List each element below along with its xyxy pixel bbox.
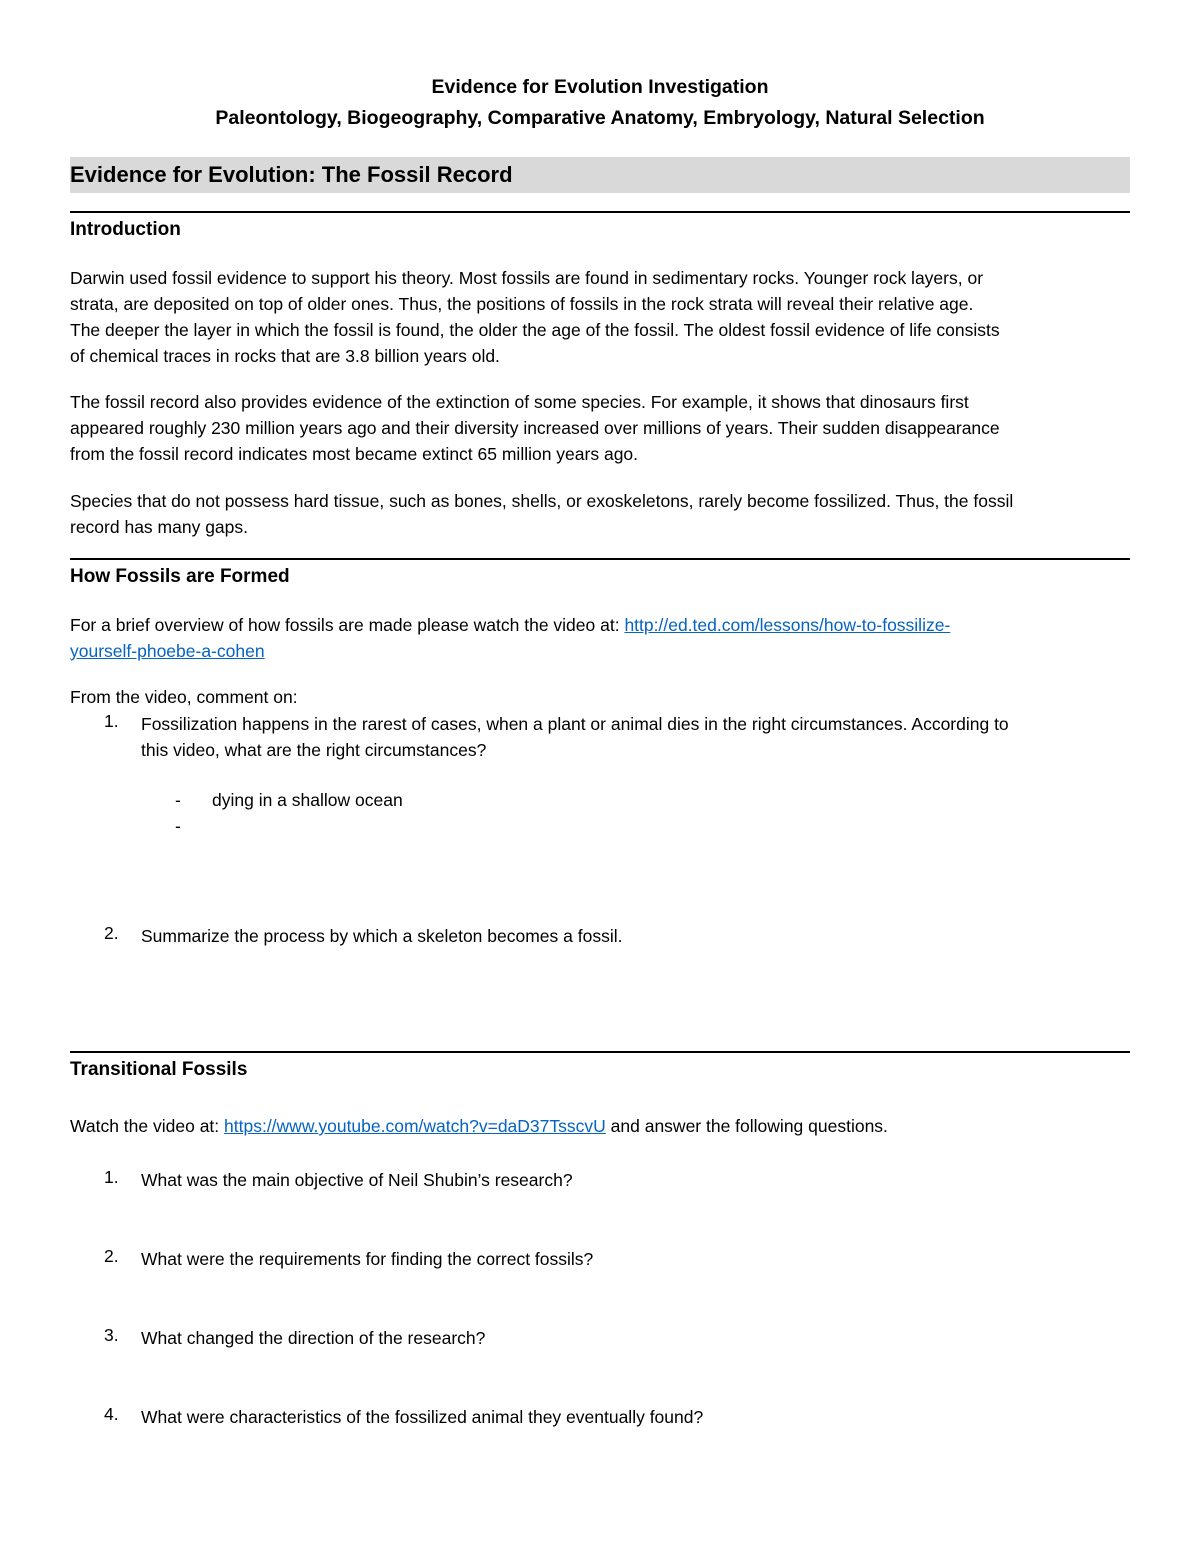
text-line: from the fossil record indicates most became extinct 65 million years ago.: [70, 444, 639, 464]
comment-prompt: From the video, comment on:: [70, 687, 298, 707]
text-line: Fossilization happens in the rarest of cases, when a plant or animal dies in the right circumstances. According to: [141, 714, 1009, 734]
introduction-paragraph-2: [70, 389, 1130, 467]
question-text: What was the main objective of Neil Shubin’s research?: [141, 1170, 573, 1190]
ted-video-link-continued[interactable]: yourself-phoebe-a-cohen: [70, 641, 265, 661]
text-line: record has many gaps.: [70, 517, 249, 537]
text-line: Darwin used fossil evidence to support his theory. Most fossils are found in sedimentary rocks. Younger rock layers, or: [70, 268, 984, 288]
question-text: What were characteristics of the fossilized animal they eventually found?: [141, 1407, 704, 1427]
introduction-heading: Introduction: [70, 219, 181, 240]
text-line: appeared roughly 230 million years ago and their diversity increased over millions of years. Their sudden disappearance: [70, 418, 1000, 438]
text-line: [70, 612, 1130, 638]
video-suffix: and answer the following questions.: [605, 1116, 888, 1136]
question-text: What were the requirements for finding the correct fossils?: [141, 1249, 594, 1269]
video-instruction: [70, 612, 1130, 664]
text-line: strata, are deposited on top of older ones. Thus, the positions of fossils in the rock strata will reveal their relative age.: [70, 294, 974, 314]
question-number: 2.: [104, 923, 119, 943]
question-number: 2.: [104, 1246, 119, 1266]
divider: [70, 1051, 1130, 1053]
video-prefix: Watch the video at:: [70, 1116, 225, 1136]
text-line: The deeper the layer in which the fossil is found, the older the age of the fossil. The oldest fossil evidence of life consists: [70, 320, 1000, 340]
document-subtitle: Paleontology, Biogeography, Comparative Anatomy, Embryology, Natural Selection: [215, 107, 985, 129]
text-line: Species that do not possess hard tissue, such as bones, shells, or exoskeletons, rarely become fossilized. Thus, the fossil: [70, 491, 1014, 511]
text-line: of chemical traces in rocks that are 3.8 billion years old.: [70, 346, 500, 366]
youtube-instruction: [70, 1113, 1130, 1139]
section-title: Evidence for Evolution: The Fossil Record: [70, 162, 513, 187]
introduction-paragraph-3: [70, 488, 1130, 540]
question-number: 4.: [104, 1404, 119, 1424]
text-line: The fossil record also provides evidence of the extinction of some species. For example, it shows that dinosaurs first: [70, 392, 969, 412]
answer-bullet: -: [175, 790, 181, 810]
question-text: [141, 711, 1009, 763]
transitional-fossils-heading: Transitional Fossils: [70, 1059, 248, 1080]
answer-text[interactable]: dying in a shallow ocean: [212, 790, 403, 810]
ted-video-link[interactable]: http://ed.ted.com/lessons/how-to-fossilize-: [624, 615, 951, 635]
document-title: Evidence for Evolution Investigation: [431, 76, 769, 98]
section-banner: [70, 157, 1130, 193]
how-fossils-heading: How Fossils are Formed: [70, 566, 290, 587]
answer-bullet: -: [175, 816, 181, 836]
text-line: this video, what are the right circumstances?: [141, 740, 487, 760]
divider: [70, 211, 1130, 213]
introduction-paragraph-1: [70, 265, 1130, 369]
youtube-video-link[interactable]: https://www.youtube.com/watch?v=daD37TsscvU: [224, 1116, 606, 1136]
question-number: 1.: [104, 1167, 119, 1187]
question-number: 3.: [104, 1325, 119, 1345]
text-line: [70, 638, 1130, 664]
question-number: 1.: [104, 711, 119, 731]
divider: [70, 558, 1130, 560]
video-prefix: For a brief overview of how fossils are made please watch the video at:: [70, 615, 625, 635]
text-line: [70, 1113, 1130, 1139]
question-text: What changed the direction of the research?: [141, 1328, 486, 1348]
question-text: Summarize the process by which a skeleton becomes a fossil.: [141, 926, 623, 946]
